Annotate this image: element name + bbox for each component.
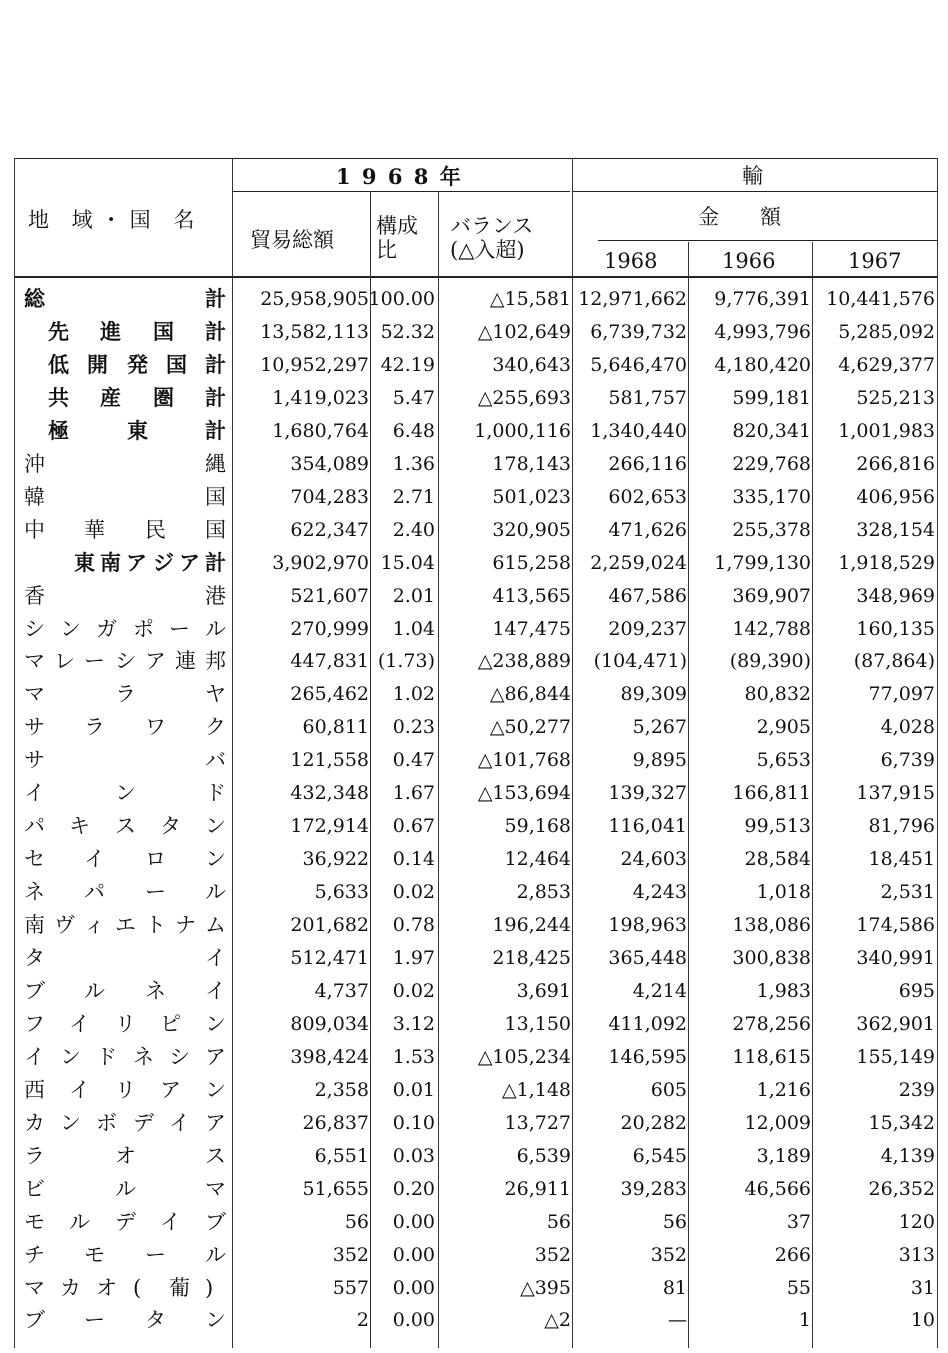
region-name: 中 華 民 国 bbox=[24, 517, 226, 542]
cell-y1968: 266,116 bbox=[608, 452, 687, 475]
cell-balance: 26,911 bbox=[504, 1177, 571, 1200]
cell-total: 3,902,970 bbox=[272, 551, 369, 574]
region-name: 総 計 bbox=[24, 286, 226, 311]
cell-balance: 12,464 bbox=[504, 848, 571, 871]
cell-total: 121,558 bbox=[290, 749, 369, 772]
year-group-label: 1 9 6 8 年 bbox=[336, 164, 463, 189]
cell-y1968: 39,283 bbox=[620, 1177, 687, 1200]
cell-share: 6.48 bbox=[392, 419, 435, 442]
cell-y1967: 26,352 bbox=[868, 1177, 935, 1200]
cell-y1968: 139,327 bbox=[608, 782, 687, 805]
region-name: ネ パ ー ル bbox=[24, 880, 226, 905]
cell-y1967: 160,135 bbox=[856, 617, 935, 640]
right-border bbox=[937, 158, 938, 1348]
col-total-header: 貿易総額 bbox=[250, 228, 334, 252]
col-1967-header: 1967 bbox=[848, 249, 902, 273]
cell-y1967: 10,441,576 bbox=[826, 288, 935, 310]
cell-share: 0.03 bbox=[392, 1144, 435, 1167]
cell-y1967: 4,139 bbox=[880, 1144, 935, 1167]
cell-balance: △395 bbox=[520, 1276, 571, 1299]
region-name: パ キ ス タ ン bbox=[24, 814, 226, 839]
cell-balance: 56 bbox=[546, 1210, 571, 1233]
cell-y1966: 229,768 bbox=[732, 452, 811, 475]
cell-share: (1.73) bbox=[377, 650, 435, 673]
region-label: 地 域・国 名 bbox=[28, 208, 203, 232]
cell-y1968: 4,243 bbox=[632, 881, 687, 904]
cell-share: 2.40 bbox=[392, 518, 435, 541]
cell-total: 557 bbox=[332, 1276, 369, 1299]
cell-total: 352 bbox=[332, 1243, 369, 1266]
cell-y1968: 198,963 bbox=[608, 914, 687, 937]
cell-y1968: 1,340,440 bbox=[590, 419, 687, 442]
cell-y1968: 5,646,470 bbox=[590, 353, 687, 376]
cell-share: 52.32 bbox=[380, 320, 435, 343]
cell-total: 172,914 bbox=[290, 815, 369, 838]
region-name: フ イ リ ピ ン bbox=[24, 1011, 226, 1036]
cell-y1968: 146,595 bbox=[608, 1045, 687, 1068]
cell-balance: 1,000,116 bbox=[474, 419, 571, 442]
cell-share: 0.00 bbox=[392, 1309, 435, 1332]
cell-y1966: 3,189 bbox=[756, 1144, 811, 1167]
cell-y1967: 15,342 bbox=[868, 1111, 935, 1134]
cell-total: 26,837 bbox=[302, 1111, 369, 1134]
cell-share: 2.71 bbox=[392, 485, 435, 508]
cell-y1968: — bbox=[668, 1309, 687, 1332]
cell-balance: 615,258 bbox=[492, 551, 571, 574]
cell-y1968: 5,267 bbox=[632, 716, 687, 739]
cell-y1968: 12,971,662 bbox=[578, 288, 687, 310]
cell-y1967: 1,001,983 bbox=[838, 419, 935, 442]
col-sep-balance bbox=[572, 158, 573, 1348]
cell-y1966: 1,216 bbox=[756, 1078, 811, 1101]
region-name: 西 イ リ ア ン bbox=[24, 1077, 226, 1102]
cell-y1967: 18,451 bbox=[868, 848, 935, 871]
cell-total: 201,682 bbox=[290, 914, 369, 937]
cell-y1966: 28,584 bbox=[744, 848, 811, 871]
region-name: 韓 国 bbox=[24, 484, 226, 509]
cell-y1966: 142,788 bbox=[732, 617, 811, 640]
cell-total: 447,831 bbox=[290, 650, 369, 673]
cell-balance: △50,277 bbox=[489, 716, 571, 739]
cell-y1968: 6,545 bbox=[632, 1144, 687, 1167]
cell-y1968: 89,309 bbox=[620, 683, 687, 706]
cell-y1966: 12,009 bbox=[744, 1111, 811, 1134]
cell-y1968: 24,603 bbox=[620, 848, 687, 871]
cell-y1966: 166,811 bbox=[732, 782, 811, 805]
cell-y1966: 1,983 bbox=[756, 979, 811, 1002]
cell-y1966: 4,993,796 bbox=[714, 320, 811, 343]
cell-total: 25,958,905 bbox=[260, 288, 369, 310]
cell-total: 398,424 bbox=[290, 1045, 369, 1068]
cell-y1967: 2,531 bbox=[880, 881, 935, 904]
region-name: シ ン ガ ポ ー ル bbox=[24, 616, 226, 641]
region-name: マ カ オ ( 葡 ) bbox=[24, 1275, 214, 1300]
region-name: 東 南 ア ジ ア 計 bbox=[74, 549, 226, 575]
col-1966-header: 1966 bbox=[722, 249, 776, 273]
cell-balance: 218,425 bbox=[492, 947, 571, 969]
region-name: タ イ bbox=[24, 946, 226, 970]
cell-total: 4,737 bbox=[314, 979, 369, 1002]
cell-y1967: 77,097 bbox=[868, 683, 935, 706]
cell-y1967: 266,816 bbox=[856, 452, 935, 475]
col-sep-share bbox=[438, 192, 439, 1348]
cell-share: 0.14 bbox=[392, 848, 435, 871]
cell-total: 2,358 bbox=[314, 1078, 369, 1101]
cell-balance: 3,691 bbox=[516, 979, 571, 1002]
region-name: イ ン ド ネ シ ア bbox=[24, 1044, 226, 1069]
cell-balance: 2,853 bbox=[516, 881, 571, 904]
cell-share: 1.53 bbox=[392, 1045, 435, 1068]
cell-y1968: 467,586 bbox=[608, 584, 687, 607]
cell-share: 1.02 bbox=[392, 683, 435, 706]
cell-y1966: 266 bbox=[774, 1243, 811, 1266]
cell-share: 5.47 bbox=[392, 386, 435, 409]
cell-y1968: 411,092 bbox=[608, 1012, 687, 1035]
year-group-underline bbox=[232, 191, 570, 192]
cell-y1967: 1,918,529 bbox=[838, 551, 935, 574]
cell-y1966: (89,390) bbox=[729, 650, 811, 673]
cell-balance: △255,693 bbox=[477, 386, 571, 409]
cell-share: 15.04 bbox=[380, 551, 435, 574]
cell-balance: △101,768 bbox=[477, 749, 571, 772]
cell-total: 432,348 bbox=[290, 782, 369, 805]
cell-y1966: 335,170 bbox=[732, 485, 811, 508]
cell-balance: △15,581 bbox=[489, 288, 571, 310]
cell-y1966: 5,653 bbox=[756, 749, 811, 772]
cell-y1967: (87,864) bbox=[853, 650, 935, 673]
cell-total: 13,582,113 bbox=[260, 320, 369, 343]
cell-balance: 6,539 bbox=[516, 1144, 571, 1167]
cell-balance: △102,649 bbox=[477, 320, 571, 343]
col-balance-header: バランス (△入超) bbox=[450, 214, 534, 262]
cell-share: 0.78 bbox=[392, 914, 435, 937]
table-top-rule bbox=[14, 158, 938, 159]
region-name: 南 ヴ ィ エ ト ナ ム bbox=[24, 913, 226, 938]
cell-y1968: 9,895 bbox=[632, 749, 687, 772]
col-sep-total bbox=[370, 192, 371, 1348]
cell-y1968: 605 bbox=[650, 1078, 687, 1101]
cell-balance: △153,694 bbox=[477, 782, 571, 805]
cell-balance: 196,244 bbox=[492, 914, 571, 937]
cell-y1968: 6,739,732 bbox=[590, 320, 687, 343]
region-name: マ ラ ヤ bbox=[24, 682, 226, 707]
cell-share: 0.67 bbox=[392, 815, 435, 838]
cell-balance: △238,889 bbox=[477, 650, 571, 673]
cell-y1967: 6,739 bbox=[880, 749, 935, 772]
cell-y1968: 209,237 bbox=[608, 617, 687, 640]
cell-share: 3.12 bbox=[392, 1012, 435, 1035]
cell-total: 354,089 bbox=[290, 452, 369, 475]
cell-y1967: 81,796 bbox=[868, 815, 935, 838]
cell-balance: 352 bbox=[534, 1243, 571, 1266]
cell-y1967: 155,149 bbox=[856, 1045, 935, 1068]
cell-share: 1.36 bbox=[392, 452, 435, 475]
cell-y1966: 255,378 bbox=[732, 518, 811, 541]
cell-balance: △86,844 bbox=[489, 683, 571, 706]
region-name: イ ン ド bbox=[24, 781, 226, 806]
cell-share: 0.01 bbox=[392, 1078, 435, 1101]
cell-y1967: 313 bbox=[898, 1243, 935, 1266]
cell-y1967: 120 bbox=[898, 1210, 935, 1233]
region-name: マ レ ー シ ア 連 邦 bbox=[24, 649, 226, 674]
cell-y1966: 99,513 bbox=[744, 815, 811, 838]
cell-balance: 13,150 bbox=[504, 1012, 571, 1035]
left-border bbox=[14, 158, 15, 1348]
cell-y1968: (104,471) bbox=[593, 650, 687, 673]
cell-y1966: 46,566 bbox=[744, 1177, 811, 1200]
cell-total: 6,551 bbox=[314, 1144, 369, 1167]
cell-total: 704,283 bbox=[290, 485, 369, 508]
cell-y1968: 2,259,024 bbox=[590, 551, 687, 574]
cell-y1968: 116,041 bbox=[608, 815, 687, 838]
col-1968-header: 1968 bbox=[604, 249, 658, 273]
cell-share: 0.00 bbox=[392, 1276, 435, 1299]
cell-y1966: 2,905 bbox=[756, 716, 811, 739]
cell-total: 265,462 bbox=[290, 683, 369, 706]
cell-share: 0.02 bbox=[392, 881, 435, 904]
cell-y1968: 602,653 bbox=[608, 485, 687, 508]
cell-total: 512,471 bbox=[290, 947, 369, 969]
cell-share: 100.00 bbox=[368, 288, 435, 310]
cell-total: 51,655 bbox=[302, 1177, 369, 1200]
cell-y1967: 10 bbox=[910, 1309, 935, 1332]
amount-group-label: 金 額 bbox=[698, 205, 791, 229]
region-name: ラ オ ス bbox=[24, 1143, 226, 1168]
cell-share: 0.02 bbox=[392, 979, 435, 1002]
cell-balance: 59,168 bbox=[504, 815, 571, 838]
cell-total: 36,922 bbox=[302, 848, 369, 871]
header-bottom-rule bbox=[14, 276, 938, 278]
cell-share: 1.04 bbox=[392, 617, 435, 640]
cell-y1966: 1,799,130 bbox=[714, 551, 811, 574]
cell-y1968: 56 bbox=[662, 1210, 687, 1233]
region-name: サ バ bbox=[24, 748, 226, 773]
region-name: ブ ー タ ン bbox=[24, 1308, 226, 1333]
cell-y1967: 239 bbox=[898, 1078, 935, 1101]
cell-y1968: 352 bbox=[650, 1243, 687, 1266]
cell-balance: 340,643 bbox=[492, 353, 571, 376]
export-group-label: 輸 bbox=[742, 164, 763, 188]
region-name: ブ ル ネ イ bbox=[24, 978, 226, 1003]
col-sep-1968 bbox=[688, 242, 689, 1348]
cell-total: 270,999 bbox=[290, 617, 369, 640]
col-sep-name bbox=[232, 158, 233, 1348]
cell-share: 1.97 bbox=[392, 947, 435, 969]
cell-share: 0.47 bbox=[392, 749, 435, 772]
region-name: セ イ ロ ン bbox=[24, 847, 226, 872]
region-name: 香 港 bbox=[24, 583, 226, 608]
export-group-underline bbox=[572, 191, 938, 192]
cell-share: 0.00 bbox=[392, 1210, 435, 1233]
cell-y1967: 348,969 bbox=[856, 584, 935, 607]
cell-y1967: 406,956 bbox=[856, 485, 935, 508]
cell-balance: △105,234 bbox=[477, 1045, 571, 1068]
cell-share: 2.01 bbox=[392, 584, 435, 607]
cell-total: 60,811 bbox=[302, 716, 369, 739]
cell-y1966: 55 bbox=[786, 1276, 811, 1299]
cell-total: 1,419,023 bbox=[272, 386, 369, 409]
cell-total: 5,633 bbox=[314, 881, 369, 904]
cell-balance: 320,905 bbox=[492, 518, 571, 541]
region-name: 低 開 発 国 計 bbox=[48, 351, 226, 377]
cell-y1967: 137,915 bbox=[856, 782, 935, 805]
region-name: 極 東 計 bbox=[48, 417, 226, 443]
cell-y1968: 471,626 bbox=[608, 518, 687, 541]
cell-share: 42.19 bbox=[380, 353, 435, 376]
region-name: 共 産 圏 計 bbox=[48, 384, 226, 410]
region-name: 沖 縄 bbox=[24, 451, 226, 476]
region-name: サ ラ ワ ク bbox=[24, 715, 226, 740]
cell-balance: △2 bbox=[544, 1309, 571, 1332]
cell-balance: 147,475 bbox=[492, 617, 571, 640]
cell-y1967: 4,028 bbox=[880, 716, 935, 739]
cell-y1967: 328,154 bbox=[856, 518, 935, 541]
cell-y1967: 695 bbox=[898, 979, 935, 1002]
cell-y1968: 581,757 bbox=[608, 386, 687, 409]
cell-share: 0.23 bbox=[392, 716, 435, 739]
cell-y1966: 118,615 bbox=[732, 1045, 811, 1068]
cell-y1968: 20,282 bbox=[620, 1111, 687, 1134]
cell-share: 0.10 bbox=[392, 1111, 435, 1134]
cell-y1966: 138,086 bbox=[732, 914, 811, 937]
cell-y1968: 81 bbox=[662, 1276, 687, 1299]
cell-y1967: 4,629,377 bbox=[838, 353, 935, 376]
cell-y1966: 300,838 bbox=[732, 947, 811, 969]
cell-total: 2 bbox=[356, 1309, 369, 1332]
cell-y1967: 5,285,092 bbox=[838, 320, 935, 343]
region-name: 先 進 国 計 bbox=[48, 318, 226, 344]
cell-y1966: 1,018 bbox=[756, 881, 811, 904]
cell-total: 521,607 bbox=[290, 584, 369, 607]
cell-y1967: 174,586 bbox=[856, 914, 935, 937]
cell-total: 622,347 bbox=[290, 518, 369, 541]
trade-table bbox=[14, 158, 938, 1348]
col-sep-1966 bbox=[812, 242, 813, 1348]
cell-total: 56 bbox=[344, 1210, 369, 1233]
cell-total: 809,034 bbox=[290, 1012, 369, 1035]
cell-y1966: 37 bbox=[786, 1210, 811, 1233]
cell-share: 0.20 bbox=[392, 1177, 435, 1200]
region-name: ビ ル マ bbox=[24, 1176, 226, 1201]
cell-y1967: 362,901 bbox=[856, 1012, 935, 1035]
cell-balance: 178,143 bbox=[492, 452, 571, 475]
region-name: モ ル デ イ ブ bbox=[24, 1209, 226, 1234]
cell-share: 0.00 bbox=[392, 1243, 435, 1266]
cell-y1966: 4,180,420 bbox=[714, 353, 811, 376]
cell-balance: 501,023 bbox=[492, 485, 571, 508]
cell-y1966: 278,256 bbox=[732, 1012, 811, 1035]
cell-y1966: 820,341 bbox=[732, 419, 811, 442]
cell-y1966: 599,181 bbox=[732, 386, 811, 409]
cell-total: 1,680,764 bbox=[272, 419, 369, 442]
cell-y1967: 340,991 bbox=[856, 947, 935, 969]
cell-y1966: 9,776,391 bbox=[714, 288, 811, 310]
cell-balance: 13,727 bbox=[504, 1111, 571, 1134]
amount-group-underline bbox=[598, 240, 938, 241]
region-name: チ モ ー ル bbox=[24, 1242, 226, 1267]
cell-y1966: 80,832 bbox=[744, 683, 811, 706]
cell-y1966: 1 bbox=[798, 1309, 811, 1332]
cell-y1967: 31 bbox=[910, 1276, 935, 1299]
col-share-header: 構成 比 bbox=[376, 214, 418, 262]
cell-y1966: 369,907 bbox=[732, 584, 811, 607]
cell-y1968: 365,448 bbox=[608, 947, 687, 969]
cell-y1968: 4,214 bbox=[632, 979, 687, 1002]
cell-balance: 413,565 bbox=[492, 584, 571, 607]
region-name: カ ン ボ デ イ ア bbox=[24, 1110, 226, 1135]
cell-balance: △1,148 bbox=[501, 1078, 571, 1101]
cell-y1967: 525,213 bbox=[856, 386, 935, 409]
cell-total: 10,952,297 bbox=[260, 353, 369, 376]
cell-share: 1.67 bbox=[392, 782, 435, 805]
